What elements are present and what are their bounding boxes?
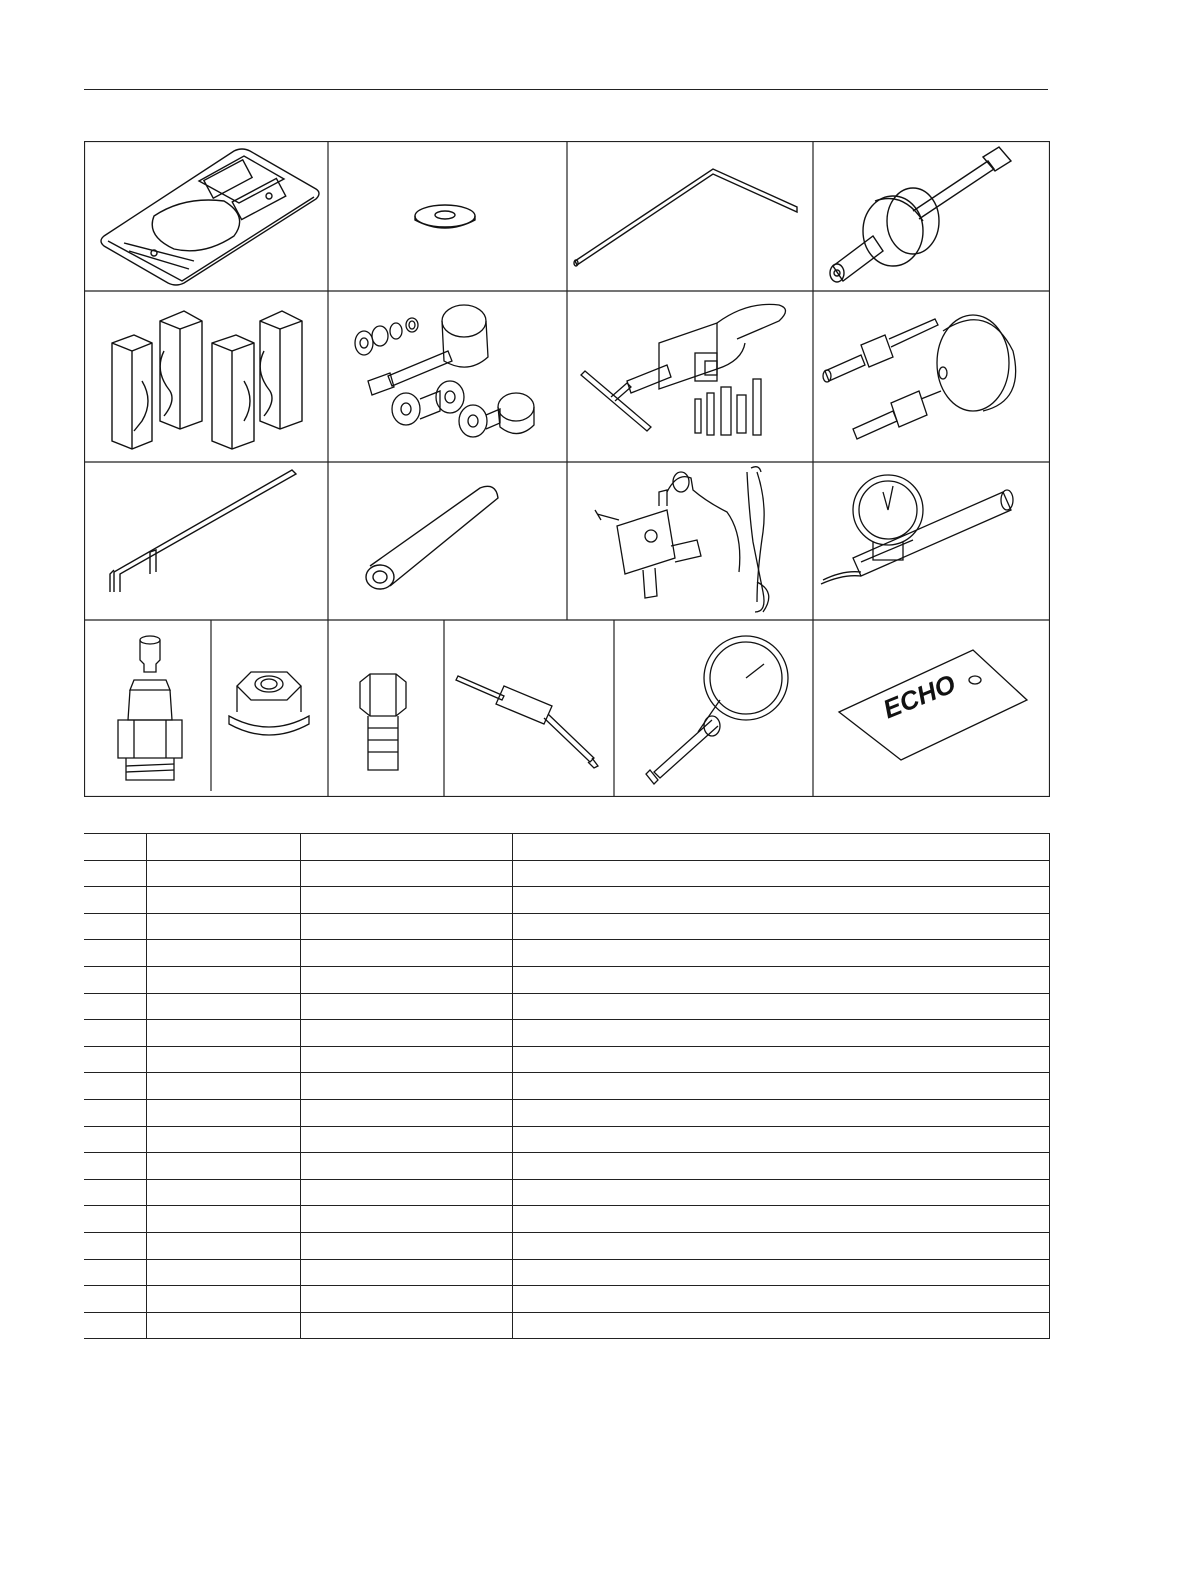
tool-cell-5	[84, 291, 328, 462]
slide-hammer-icon	[813, 141, 1050, 291]
tool-cell-9	[84, 462, 328, 620]
tool-cell-11	[567, 462, 813, 620]
usage-cell	[513, 1073, 1050, 1100]
row-number-cell	[84, 1153, 147, 1180]
tool-cell-7	[567, 291, 813, 462]
usage-cell	[513, 1020, 1050, 1047]
usage-cell	[513, 1179, 1050, 1206]
echo-label-card-icon	[813, 620, 1050, 797]
part-number-cell	[147, 887, 301, 914]
part-number-cell	[147, 1312, 301, 1339]
usage-cell	[513, 1099, 1050, 1126]
washer-icon	[328, 141, 567, 291]
row-number-cell	[84, 1286, 147, 1313]
row-number-cell	[84, 1259, 147, 1286]
part-number-cell	[147, 1259, 301, 1286]
description-cell	[301, 887, 513, 914]
description-cell	[301, 913, 513, 940]
usage-cell	[513, 913, 1050, 940]
tool-cell-10	[328, 462, 567, 620]
description-cell	[301, 1206, 513, 1233]
piston-pin-tool-icon	[567, 291, 813, 462]
part-number-cell	[147, 1126, 301, 1153]
table-row	[84, 1259, 1050, 1286]
row-number-cell	[84, 834, 147, 861]
compression-gauge-icon	[614, 620, 813, 797]
table-row	[84, 966, 1050, 993]
table-row	[84, 1126, 1050, 1153]
tool-cell-14	[211, 620, 328, 797]
hose-adapter-fitting-icon	[84, 620, 211, 797]
tool-cell-17	[614, 620, 813, 797]
usage-cell	[513, 940, 1050, 967]
part-number-cell	[147, 1020, 301, 1047]
special-tools-illustration-grid	[84, 141, 1050, 797]
table-row	[84, 834, 1050, 861]
table-row	[84, 1020, 1050, 1047]
description-cell	[301, 860, 513, 887]
bearing-driver-set-icon	[813, 291, 1050, 462]
usage-cell	[513, 1232, 1050, 1259]
description-cell	[301, 1099, 513, 1126]
row-number-cell	[84, 1232, 147, 1259]
row-number-cell	[84, 887, 147, 914]
clamp-blocks-icon	[84, 291, 328, 462]
tool-cell-12	[813, 462, 1050, 620]
table-row	[84, 1232, 1050, 1259]
usage-cell	[513, 860, 1050, 887]
part-number-cell	[147, 1206, 301, 1233]
table-row	[84, 887, 1050, 914]
pipe-sleeve-icon	[328, 462, 567, 620]
usage-cell	[513, 1259, 1050, 1286]
description-cell	[301, 966, 513, 993]
flange-nut-icon	[211, 620, 328, 797]
part-number-cell	[147, 1179, 301, 1206]
row-number-cell	[84, 1046, 147, 1073]
table-row	[84, 1099, 1050, 1126]
table-row	[84, 1046, 1050, 1073]
row-number-cell	[84, 1020, 147, 1047]
description-cell	[301, 1153, 513, 1180]
part-number-cell	[147, 913, 301, 940]
tool-cell-13	[84, 620, 211, 797]
table-row	[84, 1286, 1050, 1313]
usage-cell	[513, 834, 1050, 861]
table-row	[84, 1206, 1050, 1233]
description-cell	[301, 1179, 513, 1206]
table-row	[84, 860, 1050, 887]
tool-cell-15	[328, 620, 444, 797]
description-cell	[301, 1259, 513, 1286]
echo-logo-text: ECHO	[878, 668, 960, 725]
row-number-cell	[84, 913, 147, 940]
row-number-cell	[84, 1206, 147, 1233]
table-row	[84, 993, 1050, 1020]
description-cell	[301, 1126, 513, 1153]
tool-cell-1	[84, 141, 328, 291]
tool-cell-4	[813, 141, 1050, 291]
usage-cell	[513, 966, 1050, 993]
header-rule	[84, 89, 1048, 90]
row-number-cell	[84, 940, 147, 967]
table-row	[84, 1153, 1050, 1180]
usage-cell	[513, 1312, 1050, 1339]
part-number-cell	[147, 1153, 301, 1180]
bearing-installer-set-icon	[328, 291, 567, 462]
description-cell	[301, 1312, 513, 1339]
digital-tachometer-icon	[84, 141, 328, 291]
table-row	[84, 1312, 1050, 1339]
part-number-cell	[147, 1232, 301, 1259]
description-cell	[301, 1020, 513, 1047]
row-number-cell	[84, 1126, 147, 1153]
special-tools-table	[84, 833, 1050, 1339]
description-cell	[301, 1286, 513, 1313]
part-number-cell	[147, 940, 301, 967]
tool-cell-2	[328, 141, 567, 291]
usage-cell	[513, 1126, 1050, 1153]
table-row	[84, 1073, 1050, 1100]
part-number-cell	[147, 860, 301, 887]
plug-bolt-icon	[328, 620, 444, 797]
table-row	[84, 940, 1050, 967]
double-ended-screwdriver-icon	[444, 620, 614, 797]
pressure-tester-icon	[813, 462, 1050, 620]
row-number-cell	[84, 1312, 147, 1339]
row-number-cell	[84, 966, 147, 993]
tool-cell-16	[444, 620, 614, 797]
usage-cell	[513, 887, 1050, 914]
tool-cell-18	[813, 620, 1050, 797]
part-number-cell	[147, 1099, 301, 1126]
description-cell	[301, 940, 513, 967]
l-shaped-rod-icon	[567, 141, 813, 291]
row-number-cell	[84, 993, 147, 1020]
part-number-cell	[147, 834, 301, 861]
part-number-cell	[147, 993, 301, 1020]
usage-cell	[513, 1153, 1050, 1180]
bent-wire-hook-icon	[84, 462, 328, 620]
description-cell	[301, 1232, 513, 1259]
tool-cell-8	[813, 291, 1050, 462]
usage-cell	[513, 993, 1050, 1020]
table-row	[84, 913, 1050, 940]
part-number-cell	[147, 1073, 301, 1100]
description-cell	[301, 993, 513, 1020]
row-number-cell	[84, 1179, 147, 1206]
row-number-cell	[84, 1099, 147, 1126]
tool-cell-6	[328, 291, 567, 462]
usage-cell	[513, 1206, 1050, 1233]
description-cell	[301, 1073, 513, 1100]
tool-cell-3	[567, 141, 813, 291]
description-cell	[301, 1046, 513, 1073]
usage-cell	[513, 1286, 1050, 1313]
row-number-cell	[84, 1073, 147, 1100]
row-number-cell	[84, 860, 147, 887]
part-number-cell	[147, 1046, 301, 1073]
part-number-cell	[147, 1286, 301, 1313]
description-cell	[301, 834, 513, 861]
table-row	[84, 1179, 1050, 1206]
spark-tester-icon	[567, 462, 813, 620]
usage-cell	[513, 1046, 1050, 1073]
part-number-cell	[147, 966, 301, 993]
